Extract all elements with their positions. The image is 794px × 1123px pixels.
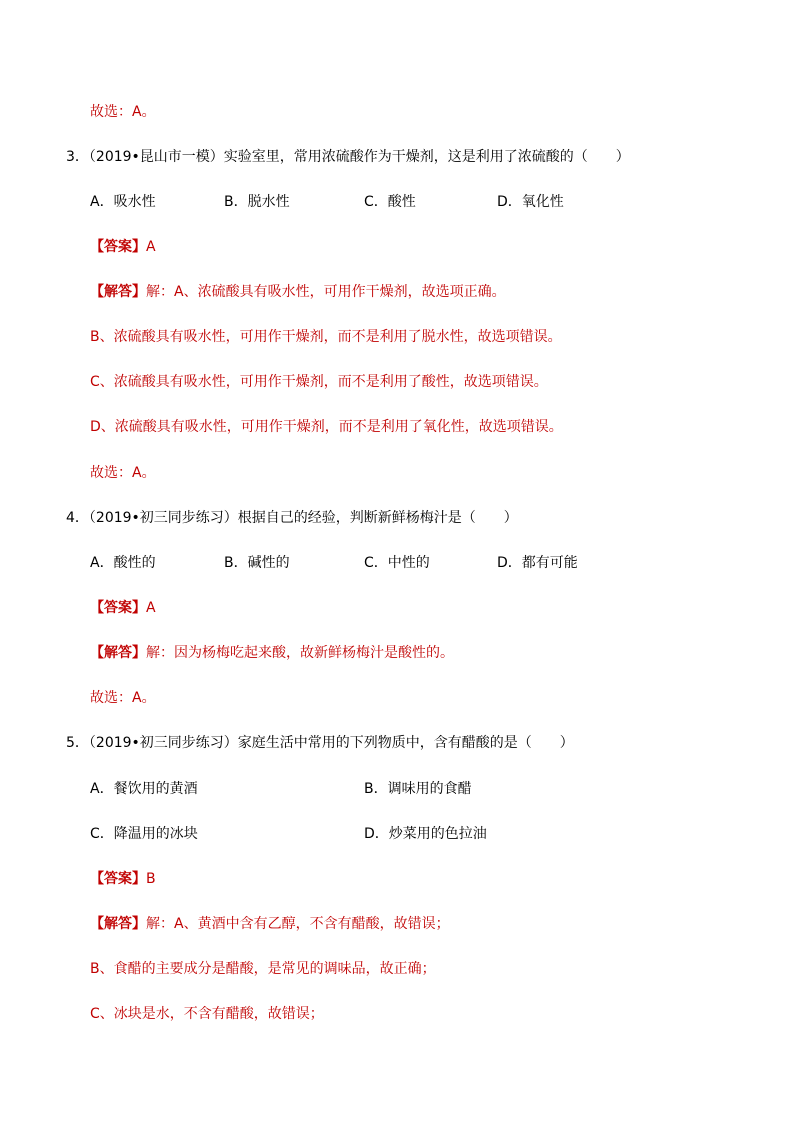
analysis-tag: 【解答】 — [90, 284, 146, 300]
q3-option-c: C．酸性 — [364, 194, 416, 210]
q3-analysis-4: D、浓硫酸具有吸水性，可用作干燥剂，而不是利用了氧化性，故选项错误。 — [90, 419, 563, 435]
q5-stem: 5．（2019•初三同步练习）家庭生活中常用的下列物质中，含有醋酸的是（ ） — [66, 735, 574, 751]
q4-option-a: A．酸性的 — [90, 555, 156, 571]
q4-option-d: D．都有可能 — [497, 555, 578, 571]
q3-conclusion: 故选：A。 — [90, 465, 156, 481]
q5-analysis-1 — [90, 915, 450, 933]
q5-option-b: B．调味用的食醋 — [364, 781, 472, 797]
q4-option-c: C．中性的 — [364, 555, 430, 571]
q5-answer — [90, 870, 156, 888]
analysis-tag: 【解答】 — [90, 916, 146, 932]
q4-analysis-1 — [90, 644, 454, 662]
q5-analysis-3: C、冰块是水，不含有醋酸，故错误； — [90, 1006, 324, 1022]
q4-conclusion: 故选：A。 — [90, 690, 156, 706]
q3-stem: 3．（2019•昆山市一模）实验室里，常用浓硫酸作为干燥剂，这是利用了浓硫酸的（ ） — [66, 149, 630, 165]
q5-option-d: D．炒菜用的色拉油 — [364, 826, 487, 842]
q3-option-d: D．氧化性 — [497, 194, 564, 210]
q3-analysis-2: B、浓硫酸具有吸水性，可用作干燥剂，而不是利用了脱水性，故选项错误。 — [90, 329, 562, 345]
q5-option-c: C．降温用的冰块 — [90, 826, 198, 842]
q4-stem: 4．（2019•初三同步练习）根据自己的经验，判断新鲜杨梅汁是（ ） — [66, 510, 518, 526]
q3-analysis-3: C、浓硫酸具有吸水性，可用作干燥剂，而不是利用了酸性，故选项错误。 — [90, 374, 548, 390]
q3-answer — [90, 238, 156, 256]
answer-tag: 【答案】 — [90, 239, 146, 255]
q3-analysis-1 — [90, 283, 506, 301]
answer-value: A — [146, 239, 156, 255]
answer-value: B — [146, 871, 156, 887]
q3-option-b: B．脱水性 — [224, 194, 290, 210]
analysis-text: 解：A、黄酒中含有乙醇，不含有醋酸，故错误； — [146, 916, 450, 932]
q5-option-a: A．餐饮用的黄酒 — [90, 781, 198, 797]
answer-tag: 【答案】 — [90, 871, 146, 887]
q5-analysis-2: B、食醋的主要成分是醋酸，是常见的调味品，故正确； — [90, 961, 436, 977]
analysis-text: 解：因为杨梅吃起来酸，故新鲜杨梅汁是酸性的。 — [146, 645, 454, 661]
q4-answer — [90, 599, 156, 617]
q3-option-a: A．吸水性 — [90, 194, 156, 210]
analysis-text: 解：A、浓硫酸具有吸水性，可用作干燥剂，故选项正确。 — [146, 284, 506, 300]
answer-tag: 【答案】 — [90, 600, 146, 616]
q4-option-b: B．碱性的 — [224, 555, 290, 571]
answer-value: A — [146, 600, 156, 616]
prev-conclusion: 故选：A。 — [90, 104, 156, 120]
analysis-tag: 【解答】 — [90, 645, 146, 661]
